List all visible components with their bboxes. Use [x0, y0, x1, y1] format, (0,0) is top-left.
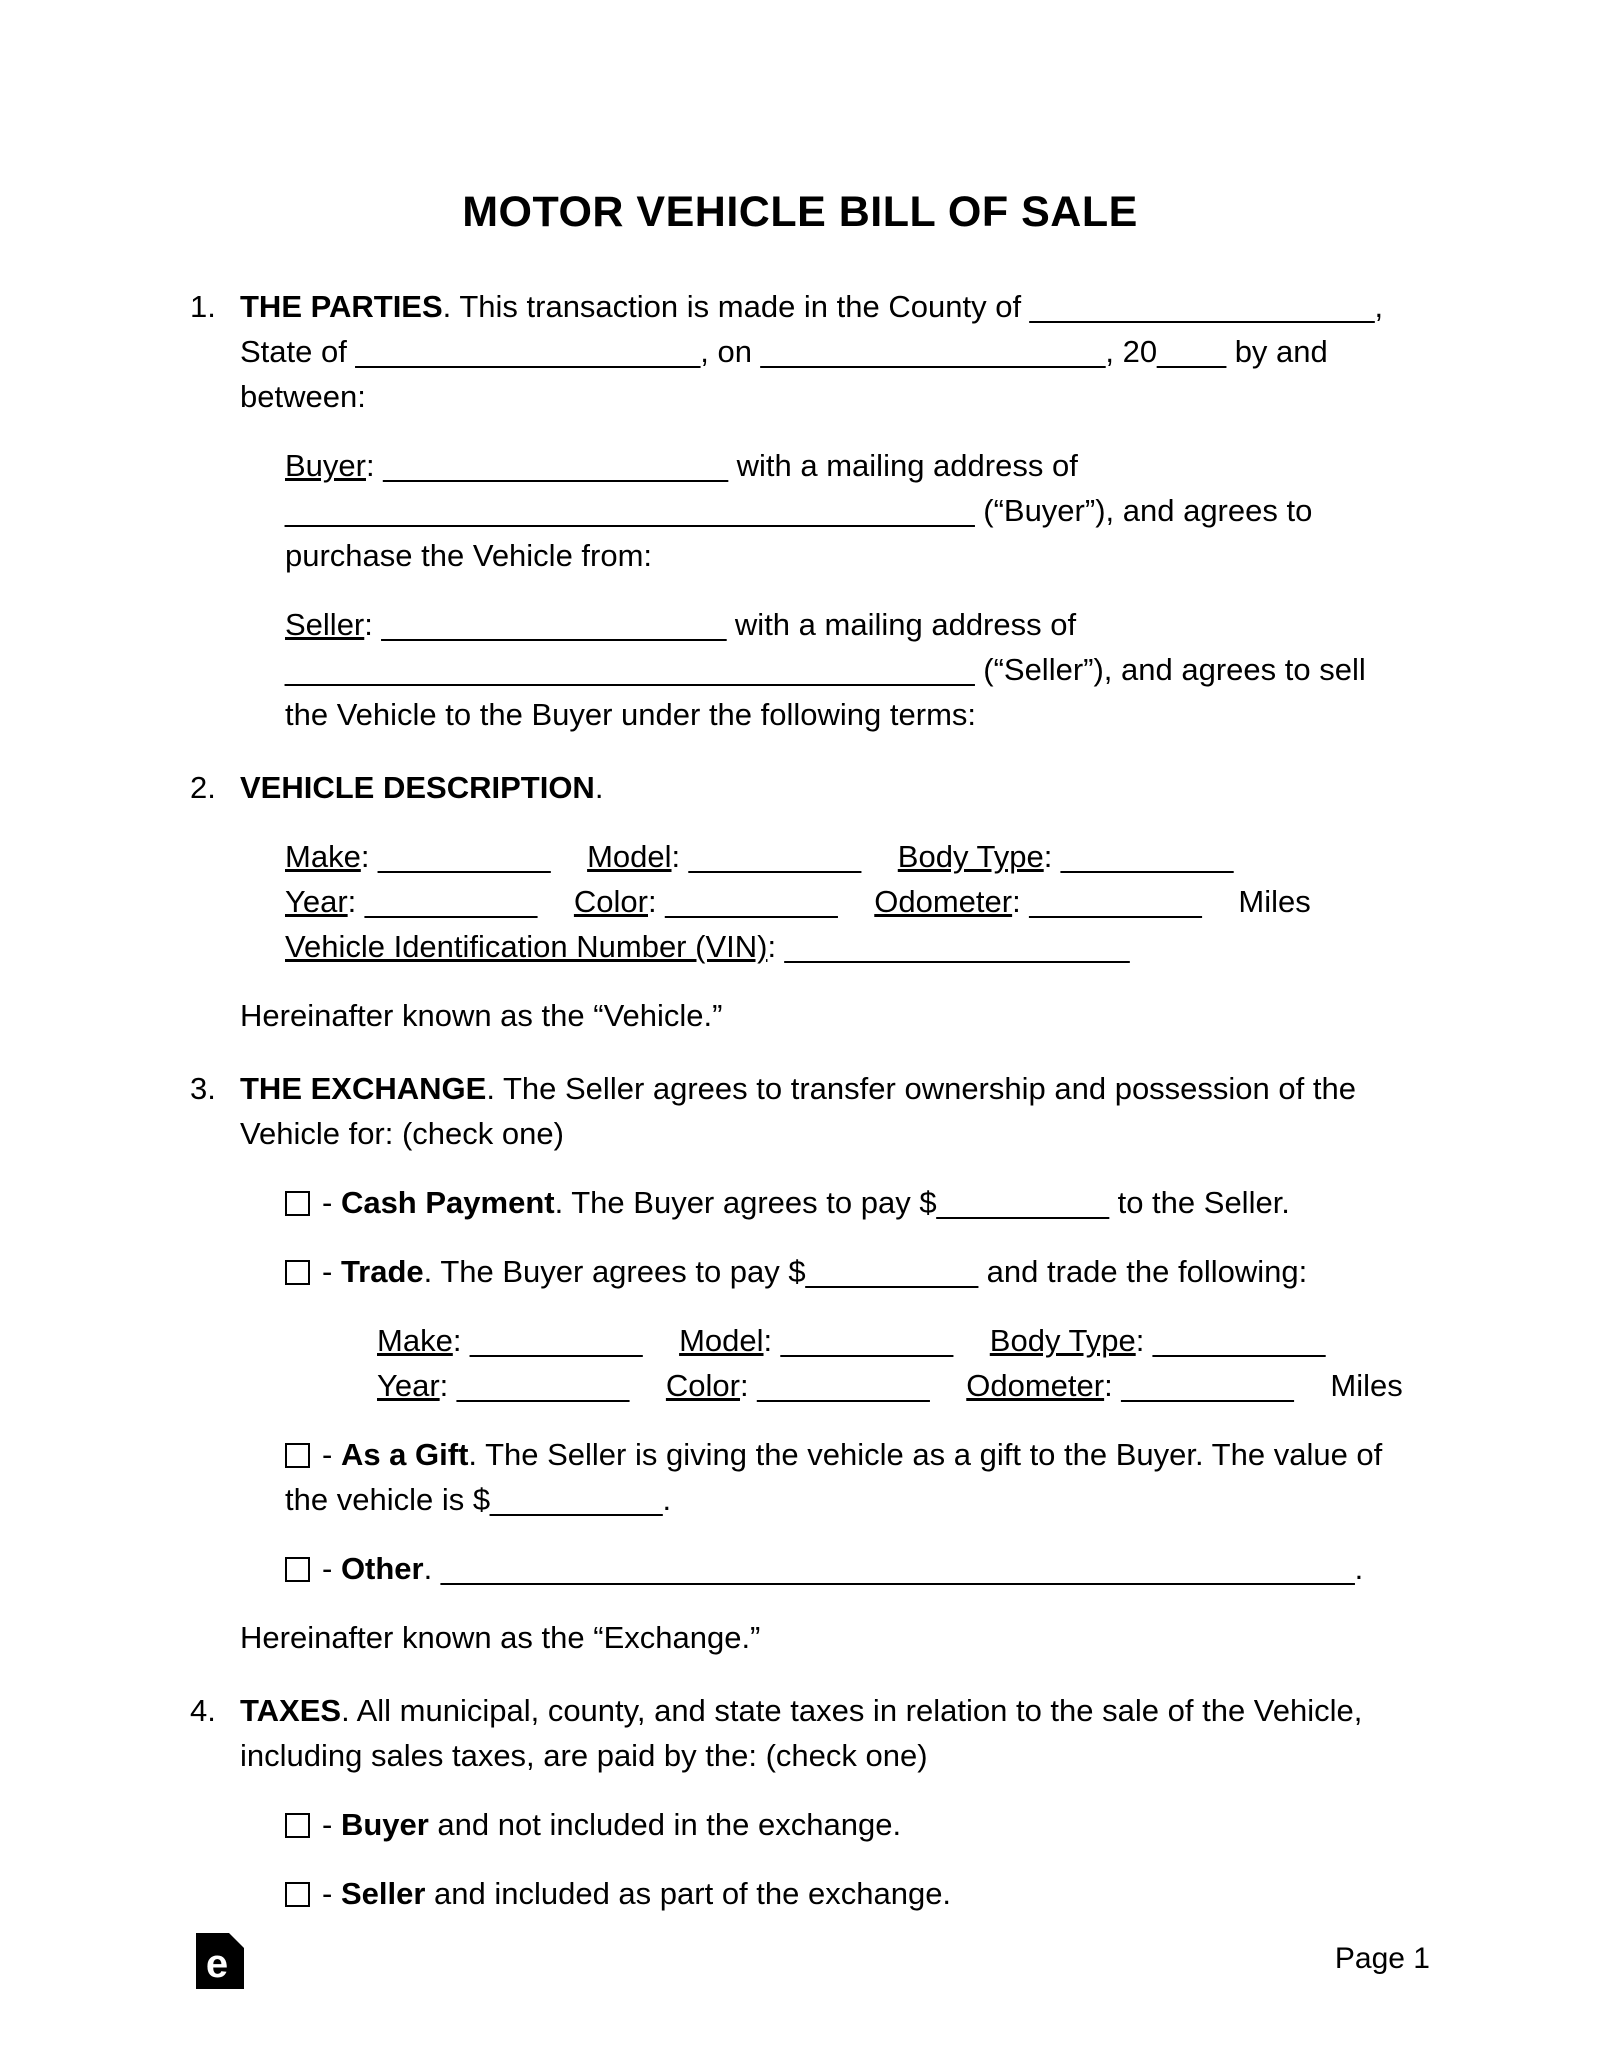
section-number: 2. [190, 770, 216, 805]
make-label: Make [285, 839, 361, 874]
cash-label: Cash Payment [340, 1185, 555, 1220]
model-blank[interactable]: : __________ [671, 839, 862, 874]
taxes-buyer-label: Buyer [340, 1807, 429, 1842]
trade-odometer-label: Odometer [966, 1368, 1105, 1403]
year-blank[interactable]: : __________ [347, 884, 538, 919]
exchange-option-cash [285, 1180, 1412, 1225]
cash-text: . The Buyer agrees to pay $__________ to the Seller. [554, 1185, 1290, 1220]
vehicle-note: Hereinafter known as the “Vehicle.” [240, 998, 723, 1033]
vin-blank[interactable]: : ____________________ [767, 929, 1130, 964]
trade-body-type-label: Body Type [989, 1323, 1136, 1358]
gift-label: As a Gift [340, 1437, 469, 1472]
trade-text: . The Buyer agrees to pay $__________ and trade the following: [423, 1254, 1308, 1289]
trade-odometer-field [966, 1368, 1293, 1403]
exchange-intro-text: . The Seller agrees to transfer ownership and possession of the Vehicle for: (check one) [240, 1071, 1356, 1151]
exchange-option-gift [285, 1432, 1412, 1522]
cash-payment-checkbox[interactable] [285, 1191, 310, 1216]
trade-model-field [679, 1323, 953, 1358]
page-number: Page 1 [1334, 1942, 1430, 1975]
cash-dash: - [322, 1185, 341, 1220]
parties-intro-paragraph [240, 284, 1412, 419]
trade-make-blank[interactable]: : __________ [452, 1323, 643, 1358]
vehicle-description-heading: VEHICLE DESCRIPTION [240, 770, 595, 805]
vin-label: Vehicle Identification Number (VIN) [285, 929, 768, 964]
body-type-field [898, 839, 1234, 874]
make-blank[interactable]: : __________ [360, 839, 551, 874]
vin-field [285, 929, 1129, 964]
trade-dash: - [322, 1254, 341, 1289]
odometer-blank[interactable]: : __________ [1012, 884, 1202, 919]
section-number: 4. [190, 1693, 216, 1728]
buyer-paragraph [285, 443, 1412, 578]
trade-label: Trade [340, 1254, 424, 1289]
buyer-text: : ____________________ with a mailing address of ________________________________________ (“Buyer”), and agrees to purchase the Vehicle from: [285, 448, 1313, 573]
trade-vehicle-row-1 [377, 1318, 1412, 1363]
document-title: MOTOR VEHICLE BILL OF SALE [462, 188, 1138, 236]
vehicle-description-heading-period: . [594, 770, 604, 805]
trade-color-blank[interactable]: : __________ [740, 1368, 930, 1403]
seller-text: : ____________________ with a mailing address of ________________________________________ (“Seller”), and agrees to sell the Vehicle to the Buyer under the following terms: [285, 607, 1366, 732]
trade-color-label: Color [665, 1368, 740, 1403]
eforms-logo-icon [196, 1933, 244, 1989]
trade-make-field [377, 1323, 642, 1358]
section-the-parties [0, 284, 1600, 737]
taxes-seller-dash: - [322, 1876, 341, 1911]
body-type-label: Body Type [897, 839, 1044, 874]
body-type-blank[interactable]: : __________ [1043, 839, 1234, 874]
other-checkbox[interactable] [285, 1557, 310, 1582]
trade-miles-suffix: Miles [1330, 1368, 1403, 1403]
gift-checkbox[interactable] [285, 1443, 310, 1468]
taxes-option-seller [285, 1871, 1412, 1916]
section-vehicle-description [0, 765, 1600, 1038]
taxes-buyer-checkbox[interactable] [285, 1813, 310, 1838]
parties-intro-text: . This transaction is made in the County of ____________________, State of ____________________, on ____________________, 20____ by and between: [240, 289, 1384, 414]
year-label: Year [285, 884, 348, 919]
taxes-seller-label: Seller [340, 1876, 426, 1911]
trade-odometer-blank[interactable]: : __________ [1104, 1368, 1294, 1403]
taxes-seller-checkbox[interactable] [285, 1882, 310, 1907]
trade-model-label: Model [679, 1323, 764, 1358]
taxes-seller-text: and included as part of the exchange. [425, 1876, 952, 1911]
trade-year-label: Year [377, 1368, 440, 1403]
trade-vehicle-fields [377, 1318, 1412, 1408]
trade-checkbox[interactable] [285, 1260, 310, 1285]
gift-text: . The Seller is giving the vehicle as a gift to the Buyer. The value of the vehicle is $__________. [285, 1437, 1383, 1517]
taxes-intro-text: . All municipal, county, and state taxes in relation to the sale of the Vehicle, including sales taxes, are paid by the: (check one) [240, 1693, 1363, 1773]
taxes-heading: TAXES [240, 1693, 342, 1728]
miles-suffix: Miles [1238, 884, 1311, 919]
parties-heading: THE PARTIES [240, 289, 443, 324]
trade-make-label: Make [377, 1323, 453, 1358]
exchange-note: Hereinafter known as the “Exchange.” [240, 1620, 761, 1655]
odometer-label: Odometer [874, 884, 1013, 919]
taxes-buyer-text: and not included in the exchange. [428, 1807, 902, 1842]
exchange-heading: THE EXCHANGE [240, 1071, 487, 1106]
vehicle-fields-row-2 [285, 879, 1412, 924]
trade-body-type-field [990, 1323, 1326, 1358]
vehicle-fields-row-1 [285, 834, 1412, 879]
gift-dash: - [322, 1437, 341, 1472]
seller-paragraph [285, 602, 1412, 737]
trade-model-blank[interactable]: : __________ [763, 1323, 954, 1358]
buyer-label: Buyer [285, 448, 366, 483]
other-dash: - [322, 1551, 341, 1586]
exchange-option-other [285, 1546, 1412, 1591]
taxes-option-buyer [285, 1802, 1412, 1847]
vehicle-description-heading-line [240, 765, 1412, 810]
other-text: . _____________________________________________________. [423, 1551, 1364, 1586]
make-field [285, 839, 550, 874]
taxes-intro-paragraph [240, 1688, 1412, 1778]
vehicle-fields-row-3 [285, 924, 1412, 969]
year-field [285, 884, 537, 919]
model-label: Model [587, 839, 672, 874]
seller-label: Seller [285, 607, 365, 642]
section-number: 3. [190, 1071, 216, 1106]
trade-color-field [666, 1368, 930, 1403]
model-field [587, 839, 861, 874]
trade-body-type-blank[interactable]: : __________ [1135, 1323, 1326, 1358]
other-label: Other [340, 1551, 424, 1586]
section-number: 1. [190, 289, 216, 324]
color-blank[interactable]: : __________ [648, 884, 838, 919]
trade-vehicle-row-2 [377, 1363, 1412, 1408]
exchange-intro-paragraph [240, 1066, 1412, 1156]
color-label: Color [573, 884, 648, 919]
trade-year-blank[interactable]: : __________ [439, 1368, 630, 1403]
taxes-buyer-dash: - [322, 1807, 341, 1842]
eforms-logo-letter: e [205, 1942, 229, 1986]
section-taxes [0, 1688, 1600, 1916]
trade-year-field [377, 1368, 629, 1403]
color-field [574, 884, 838, 919]
exchange-option-trade [285, 1249, 1412, 1294]
odometer-field [874, 884, 1201, 919]
section-the-exchange [0, 1066, 1600, 1660]
vehicle-fields [285, 834, 1412, 969]
